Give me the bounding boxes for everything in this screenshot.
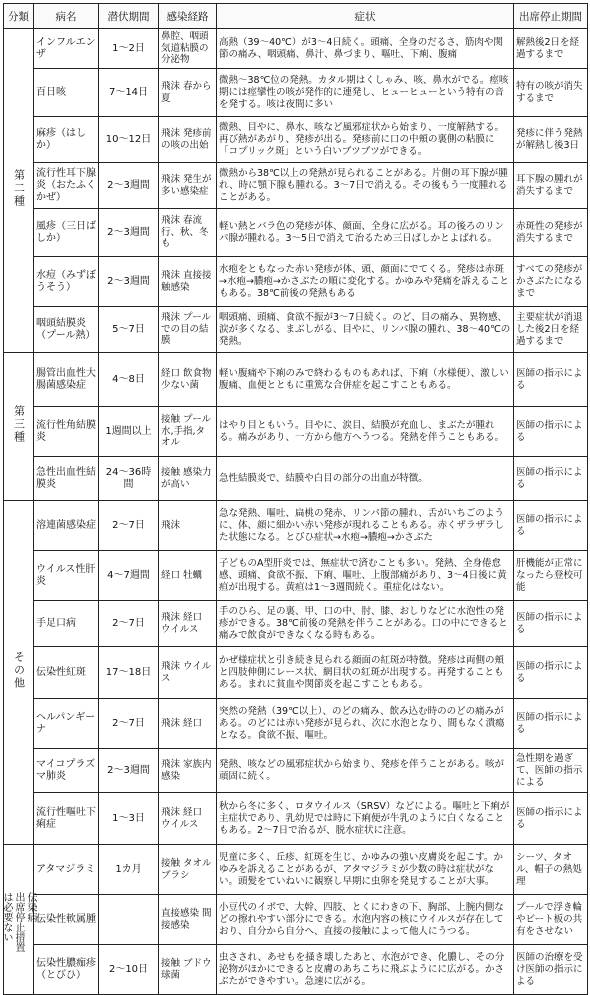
disease-name: アタマジラミ bbox=[34, 845, 99, 895]
symptoms: 軽い熱とバラ色の発疹が体、顔面、全身に広がる。耳の後ろのリンパ腺が腫れる。3〜5日で消えて治るため三日ばしかとよばれる。 bbox=[217, 209, 514, 257]
table-row bbox=[4, 257, 588, 307]
disease-name: 伝染性軟属腫 bbox=[34, 895, 99, 945]
incubation-period: 2〜3週間 bbox=[99, 209, 159, 257]
disease-name: 伝染性紅斑 bbox=[34, 647, 99, 699]
incubation-period: 2〜10日 bbox=[99, 945, 159, 995]
infection-route: 飛沫 直接接触感染 bbox=[159, 257, 217, 307]
disease-name: 伝染性膿痂疹（とびひ） bbox=[34, 945, 99, 995]
symptoms: 微熱から38℃以上の発熱が見られることがある。片側の耳下腺が腫れ、時に顎下腺も腫れる。3〜7日で消える。その後もう一度腫れることがある。 bbox=[217, 163, 514, 209]
table-row bbox=[4, 601, 588, 647]
table-row bbox=[4, 209, 588, 257]
suspension-period: すべての発疹がかさぶたになるまで bbox=[514, 257, 588, 307]
table-row bbox=[4, 353, 588, 407]
incubation-period: 4〜8日 bbox=[99, 353, 159, 407]
table-row bbox=[4, 793, 588, 845]
symptoms: 高熱（39〜40℃）が3〜4日続く。頭痛、全身のだるさ、筋肉や関節の痛み、咽頭痛、鼻汁、鼻づまり、嘔吐、下痢、腹痛 bbox=[217, 29, 514, 69]
disease-name: ウイルス性肝炎 bbox=[34, 551, 99, 601]
infection-route: 飛沫 bbox=[159, 501, 217, 551]
suspension-period: 医師の指示による bbox=[514, 353, 588, 407]
table-row bbox=[4, 457, 588, 501]
symptoms: 虫さされ、あせもを掻き壊したあと、水泡ができ、化膿し、その分泌物がほかにできると皮膚のあちこちに飛ぶようにに広がる。かさぶたができやすい。急速に広がる。 bbox=[217, 945, 514, 995]
suspension-period: 赤斑性の発疹が消失するまで bbox=[514, 209, 588, 257]
header-category: 分類 bbox=[4, 4, 34, 29]
infection-route: 経口 牡蠣 bbox=[159, 551, 217, 601]
infection-route: 飛沫 春流行、秋、冬も bbox=[159, 209, 217, 257]
suspension-period: 解熱後2日を経過するまで bbox=[514, 29, 588, 69]
symptoms: 秋から冬に多く、ロタウイルス（SRSV）などによる。嘔吐と下痢が主症状であり、乳幼児では時に下痢便が牛乳のように白くなることもある。2〜7日で治るが、脱水症状に注意。 bbox=[217, 793, 514, 845]
table-row bbox=[4, 647, 588, 699]
header-incubation: 潜伏期間 bbox=[99, 4, 159, 29]
table-row bbox=[4, 845, 588, 895]
incubation-period: 1〜3日 bbox=[99, 793, 159, 845]
table-row bbox=[4, 407, 588, 457]
suspension-period: 急性期を過ぎて、医師の指示による bbox=[514, 749, 588, 793]
suspension-period: 医師の指示による bbox=[514, 601, 588, 647]
symptoms: 急な発熱、嘔吐、扁桃の発赤、リンパ節の腫れ、舌がいちごのように、体、顔に細かい赤い発疹が現れることもある。赤くザラザラした状態になる。とびひ症状→水疱→膿疱→かさぶた bbox=[217, 501, 514, 551]
disease-name: 水痘（みずぼうそう） bbox=[34, 257, 99, 307]
suspension-period: 発疹に伴う発熱が解熱し後3日 bbox=[514, 117, 588, 163]
disease-name: ヘルパンギーナ bbox=[34, 699, 99, 749]
incubation-period: 7〜14日 bbox=[99, 69, 159, 117]
suspension-period: 医師の指示による bbox=[514, 699, 588, 749]
disease-name: 急性出血性結膜炎 bbox=[34, 457, 99, 501]
header-suspension: 出席停止期間 bbox=[514, 4, 588, 29]
disease-name: 流行性嘔吐下痢症 bbox=[34, 793, 99, 845]
infection-route: 飛沫 発疹前の咳の出始 bbox=[159, 117, 217, 163]
category-type2: 第二種 bbox=[4, 29, 34, 353]
infection-route: 接触 プール水,手指,タオル bbox=[159, 407, 217, 457]
incubation-period: 2〜3週間 bbox=[99, 257, 159, 307]
infection-route: 接触 タオル ブラシ bbox=[159, 845, 217, 895]
disease-name: 溶連菌感染症 bbox=[34, 501, 99, 551]
symptoms: 水疱をともなった赤い発疹が体、頭、顔面にでてくる。発疹は赤斑→水疱→膿疱→かさぶたの順に変化する。かゆみや発痛を訴えることもある。38℃前後の発熱もある bbox=[217, 257, 514, 307]
table-row bbox=[4, 29, 588, 69]
incubation-period: 24〜36時間 bbox=[99, 457, 159, 501]
symptoms: 急性結膜炎で、結膜や白目の部分の出血が特徴。 bbox=[217, 457, 514, 501]
symptoms: かぜ様症状と引き続き見られる顔面の紅斑が特徴。発疹は両側の頬と四肢伸側にレース状、網目状の紅斑が出現する。再発することもある。まれに貧血や関節炎を起こすこともある。 bbox=[217, 647, 514, 699]
document-page bbox=[1, 3, 587, 987]
incubation-period: 2〜3週間 bbox=[99, 749, 159, 793]
table-row bbox=[4, 501, 588, 551]
suspension-period: 耳下腺の腫れが消失するまで bbox=[514, 163, 588, 209]
infection-route: 飛沫 春から夏 bbox=[159, 69, 217, 117]
disease-name: マイコプラズマ肺炎 bbox=[34, 749, 99, 793]
symptoms: 発熱、咳などの風邪症状から始まり、発疹を伴うことがある。咳が頑固に続く。 bbox=[217, 749, 514, 793]
disease-table bbox=[3, 3, 588, 995]
header-symptoms: 症状 bbox=[217, 4, 514, 29]
infection-route: 飛沫 家族内 感染 bbox=[159, 749, 217, 793]
incubation-period: 1週間以上 bbox=[99, 407, 159, 457]
disease-name: インフルエンザ bbox=[34, 29, 99, 69]
suspension-period: 主要症状が消退した後2日を経過するまで bbox=[514, 307, 588, 353]
incubation-period bbox=[99, 895, 159, 945]
incubation-period: 2〜7日 bbox=[99, 601, 159, 647]
disease-name: 麻疹（はしか） bbox=[34, 117, 99, 163]
disease-name: 流行性耳下腺炎（おたふくかぜ） bbox=[34, 163, 99, 209]
symptoms: 軽い腹痛や下痢のみで終わるものもあれば、下痢（水様便）、激しい腹痛、血便とともに重篤な合併症を起こすこともある。 bbox=[217, 353, 514, 407]
table-row bbox=[4, 551, 588, 601]
disease-name: 流行性角結膜炎 bbox=[34, 407, 99, 457]
infection-route: 飛沫 経口 bbox=[159, 699, 217, 749]
disease-name: 手足口病 bbox=[34, 601, 99, 647]
suspension-period: 医師の指示による bbox=[514, 647, 588, 699]
infection-route: 飛沫 ウイルス bbox=[159, 647, 217, 699]
symptoms: 手のひら、足の裏、甲、口の中、肘、膝、おしりなどに水泡性の発疹ができる。38℃前後の発熱を伴うことがある。口の中にできると痛みで飲食ができなくなる時もある。 bbox=[217, 601, 514, 647]
infection-route: 接触 ブドウ球菌 bbox=[159, 945, 217, 995]
incubation-period: 2〜3週間 bbox=[99, 163, 159, 209]
incubation-period: 2〜7日 bbox=[99, 699, 159, 749]
table-row bbox=[4, 895, 588, 945]
incubation-period: 1〜2日 bbox=[99, 29, 159, 69]
infection-route: 飛沫 経口 ウイルス bbox=[159, 601, 217, 647]
infection-route: 飛沫 経口 ウイルス bbox=[159, 793, 217, 845]
symptoms: 突然の発熱（39℃以上）、のどの痛み、飲み込む時ののどの痛みがある。のどには赤い発疹が見られ、次に水泡となり、間もなく潰瘍となる。食欲不振、嘔吐。 bbox=[217, 699, 514, 749]
header-route: 感染経路 bbox=[159, 4, 217, 29]
suspension-period: シーツ、タオル、帽子の熱処理 bbox=[514, 845, 588, 895]
infection-route: 直接感染 間接感染 bbox=[159, 895, 217, 945]
suspension-period: 医師の指示による bbox=[514, 501, 588, 551]
symptoms: はやり目ともいう。目やに、涙目、結膜が充血し、まぶたが腫れる。痛みがあり、一方から他方へうつる。発熱を伴うこともある。 bbox=[217, 407, 514, 457]
suspension-period: 医師の指示による bbox=[514, 457, 588, 501]
incubation-period: 4〜7週間 bbox=[99, 551, 159, 601]
incubation-period: 5〜7日 bbox=[99, 307, 159, 353]
infection-route: 飛沫 プールでの目の結膜 bbox=[159, 307, 217, 353]
infection-route: 飛沫 発生が多い感染症 bbox=[159, 163, 217, 209]
table-row bbox=[4, 117, 588, 163]
disease-name: 咽頭結膜炎（プール熱） bbox=[34, 307, 99, 353]
suspension-period: 医師の治療を受け医師の指示による bbox=[514, 945, 588, 995]
infection-route: 接触 感染力が高い bbox=[159, 457, 217, 501]
suspension-period: 医師の指示による bbox=[514, 407, 588, 457]
suspension-period: プールで浮き輪やビート板の共有をさせない bbox=[514, 895, 588, 945]
infection-route: 経口 飲食物 少ない菌 bbox=[159, 353, 217, 407]
header-row bbox=[4, 4, 588, 29]
suspension-period: 肝機能が正常になったら登校可能 bbox=[514, 551, 588, 601]
incubation-period: 10〜12日 bbox=[99, 117, 159, 163]
category-type3: 第三種 bbox=[4, 353, 34, 501]
incubation-period: 1カ月 bbox=[99, 845, 159, 895]
infection-route: 鼻腔、咽頭気道粘膜の分泌物 bbox=[159, 29, 217, 69]
table-row bbox=[4, 699, 588, 749]
symptoms: 子どものA型肝炎では、無症状で済むことも多い。発熱、全身倦怠感、頭痛、食欲不振、下痢、嘔吐、上腹部痛があり、3〜4日後に黄疸が出現する。黄疸は1〜3週間続く。重症化はない。 bbox=[217, 551, 514, 601]
suspension-period: 医師の指示による bbox=[514, 793, 588, 845]
table-row bbox=[4, 945, 588, 995]
suspension-period: 特有の咳が消失するまで bbox=[514, 69, 588, 117]
symptoms: 微熱〜38℃位の発熱。カタル期はくしゃみ、咳、鼻水がでる。痙咳期には痙攣性の咳が発作的に連発し、ヒューヒューという特有の音を発する。咳は夜間に多い bbox=[217, 69, 514, 117]
table-row bbox=[4, 163, 588, 209]
symptoms: 咽頭痛、頭痛、食欲不振が3〜7日続く。のど、目の痛み、異物感、涙が多くなる、まぶしがる、目やに、リンパ腺の腫れ、38〜40℃の発熱。 bbox=[217, 307, 514, 353]
category-no-suspension: 伝染病 出席停止措置 は必要ない bbox=[4, 845, 34, 995]
table-row bbox=[4, 307, 588, 353]
table-row bbox=[4, 749, 588, 793]
disease-name: 百日咳 bbox=[34, 69, 99, 117]
table-row bbox=[4, 69, 588, 117]
symptoms: 微熱、目やに、鼻水、咳など風邪症状から始まり、一度解熱する。再び熱があがり、発疹が出る。発疹前に口の中頬の裏側の粘膜に「コプリック斑」という白いブツブツができる。 bbox=[217, 117, 514, 163]
disease-name: 風疹（三日ばしか） bbox=[34, 209, 99, 257]
header-disease: 病名 bbox=[34, 4, 99, 29]
incubation-period: 17〜18日 bbox=[99, 647, 159, 699]
incubation-period: 2〜7日 bbox=[99, 501, 159, 551]
category-other: その他 bbox=[4, 501, 34, 845]
disease-name: 腸管出血性大腸菌感染症 bbox=[34, 353, 99, 407]
symptoms: 児童に多く、丘疹、紅斑を生じ、かゆみの強い皮膚炎を起こす。かゆみを訴えることがあるが、アタマジラミが少数の時は症状がない。頭髪をていねいに観察し早期に虫卵を発見することが大事。 bbox=[217, 845, 514, 895]
symptoms: 小豆代のイボで、大幹、四肢、とくにわきの下、胸部、上腕内側などの擦れやすい部分にできる。水泡内容の核にウイルスが存在しており、自分から自分へ、直接の接触によって他人にうつる。 bbox=[217, 895, 514, 945]
